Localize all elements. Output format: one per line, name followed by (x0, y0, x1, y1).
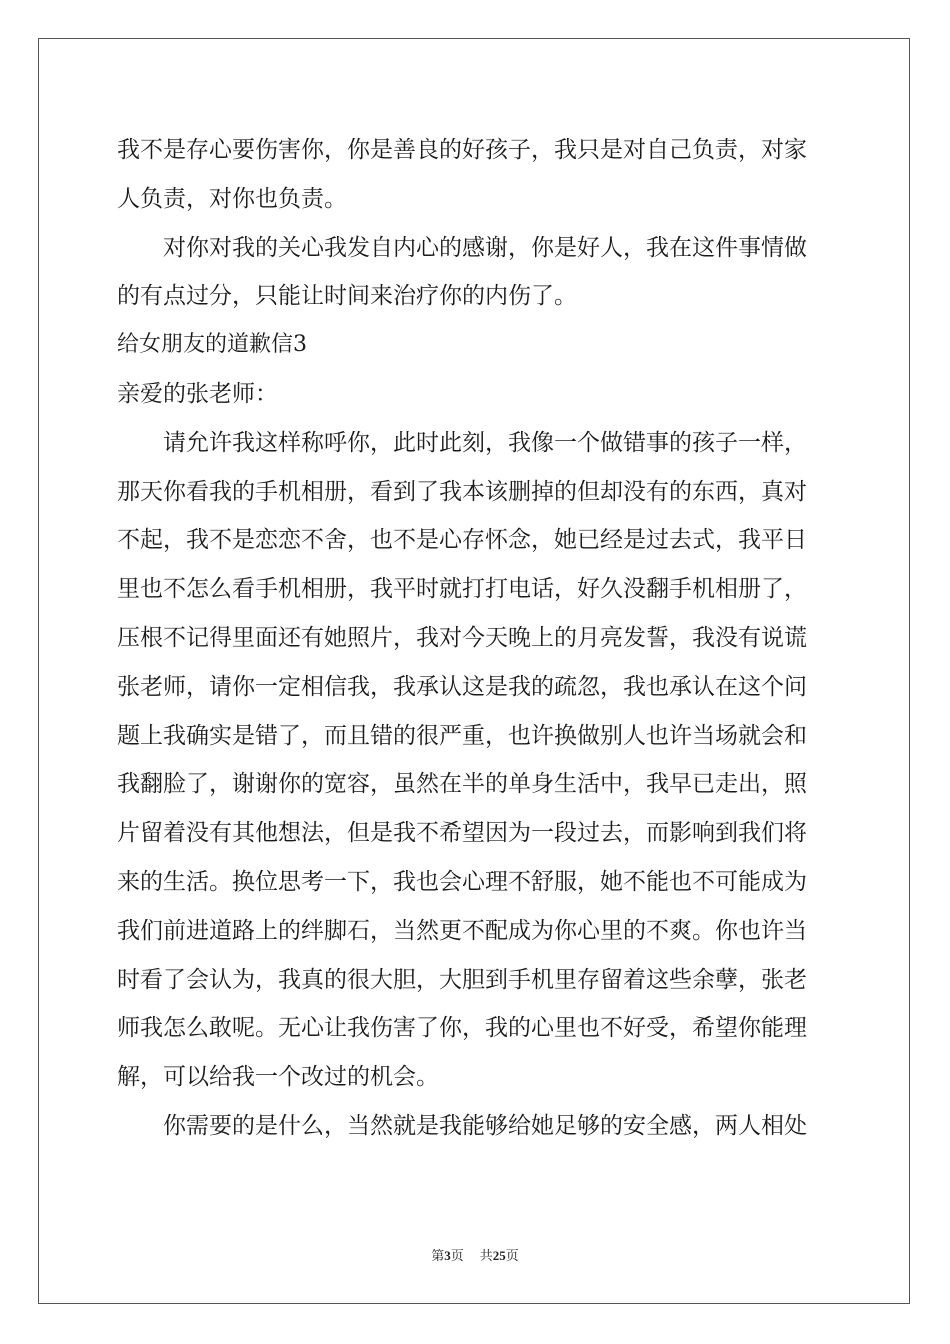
page-number: 3 (444, 1248, 451, 1263)
body-line: 对你对我的关心我发自内心的感谢，你是好人，我在这件事情做 (117, 234, 807, 261)
body-line: 来的生活。换位思考一下，我也会心理不舒服，她不能也不可能成为 (117, 868, 807, 895)
letter-title: 给女朋友的道歉信3 (117, 332, 307, 358)
total-prefix: 共 (479, 1249, 493, 1264)
page-prefix: 第 (431, 1249, 445, 1264)
total-suffix: 页 (505, 1249, 519, 1264)
body-line: 我翻脸了，谢谢你的宽容，虽然在半的单身生活中，我早已走出，照 (117, 771, 807, 798)
body-line: 我们前进道路上的绊脚石，当然更不配成为你心里的不爽。你也许当 (117, 917, 807, 944)
body-line: 请允许我这样称呼你，此时此刻，我像一个做错事的孩子一样， (117, 429, 807, 456)
document-body (117, 126, 833, 1151)
body-line: 时看了会认为，我真的很大胆，大胆到手机里存留着这些余孽，张老 (117, 966, 807, 993)
page-footer (0, 1246, 950, 1267)
body-line: 那天你看我的手机相册，看到了我本该删掉的但却没有的东西，真对 (117, 478, 807, 505)
salutation: 亲爱的张老师： (117, 380, 278, 407)
total-pages: 25 (492, 1248, 506, 1263)
body-line: 人负责，对你也负责。 (117, 185, 347, 212)
body-line: 片留着没有其他想法，但是我不希望因为一段过去，而影响到我们将 (117, 820, 807, 847)
page-suffix: 页 (450, 1249, 464, 1264)
body-line: 里也不怎么看手机相册，我平时就打打电话，好久没翻手机相册了， (117, 576, 807, 603)
body-line: 不起，我不是恋恋不舍，也不是心存怀念，她已经是过去式，我平日 (117, 527, 807, 554)
body-line: 解，可以给我一个改过的机会。 (117, 1064, 439, 1091)
body-line: 的有点过分，只能让时间来治疗你的内伤了。 (117, 283, 577, 310)
body-line: 张老师，请你一定相信我，我承认这是我的疏忽，我也承认在这个问 (117, 673, 807, 700)
body-line: 你需要的是什么，当然就是我能够给她足够的安全感，两人相处 (117, 1112, 807, 1139)
body-line: 题上我确实是错了，而且错的很严重，也许换做别人也许当场就会和 (117, 722, 807, 749)
body-line: 压根不记得里面还有她照片，我对今天晚上的月亮发誓，我没有说谎 (117, 624, 807, 651)
body-line: 我不是存心要伤害你，你是善良的好孩子，我只是对自己负责，对家 (117, 137, 807, 163)
body-line: 师我怎么敢呢。无心让我伤害了你，我的心里也不好受，希望你能理 (117, 1015, 807, 1042)
